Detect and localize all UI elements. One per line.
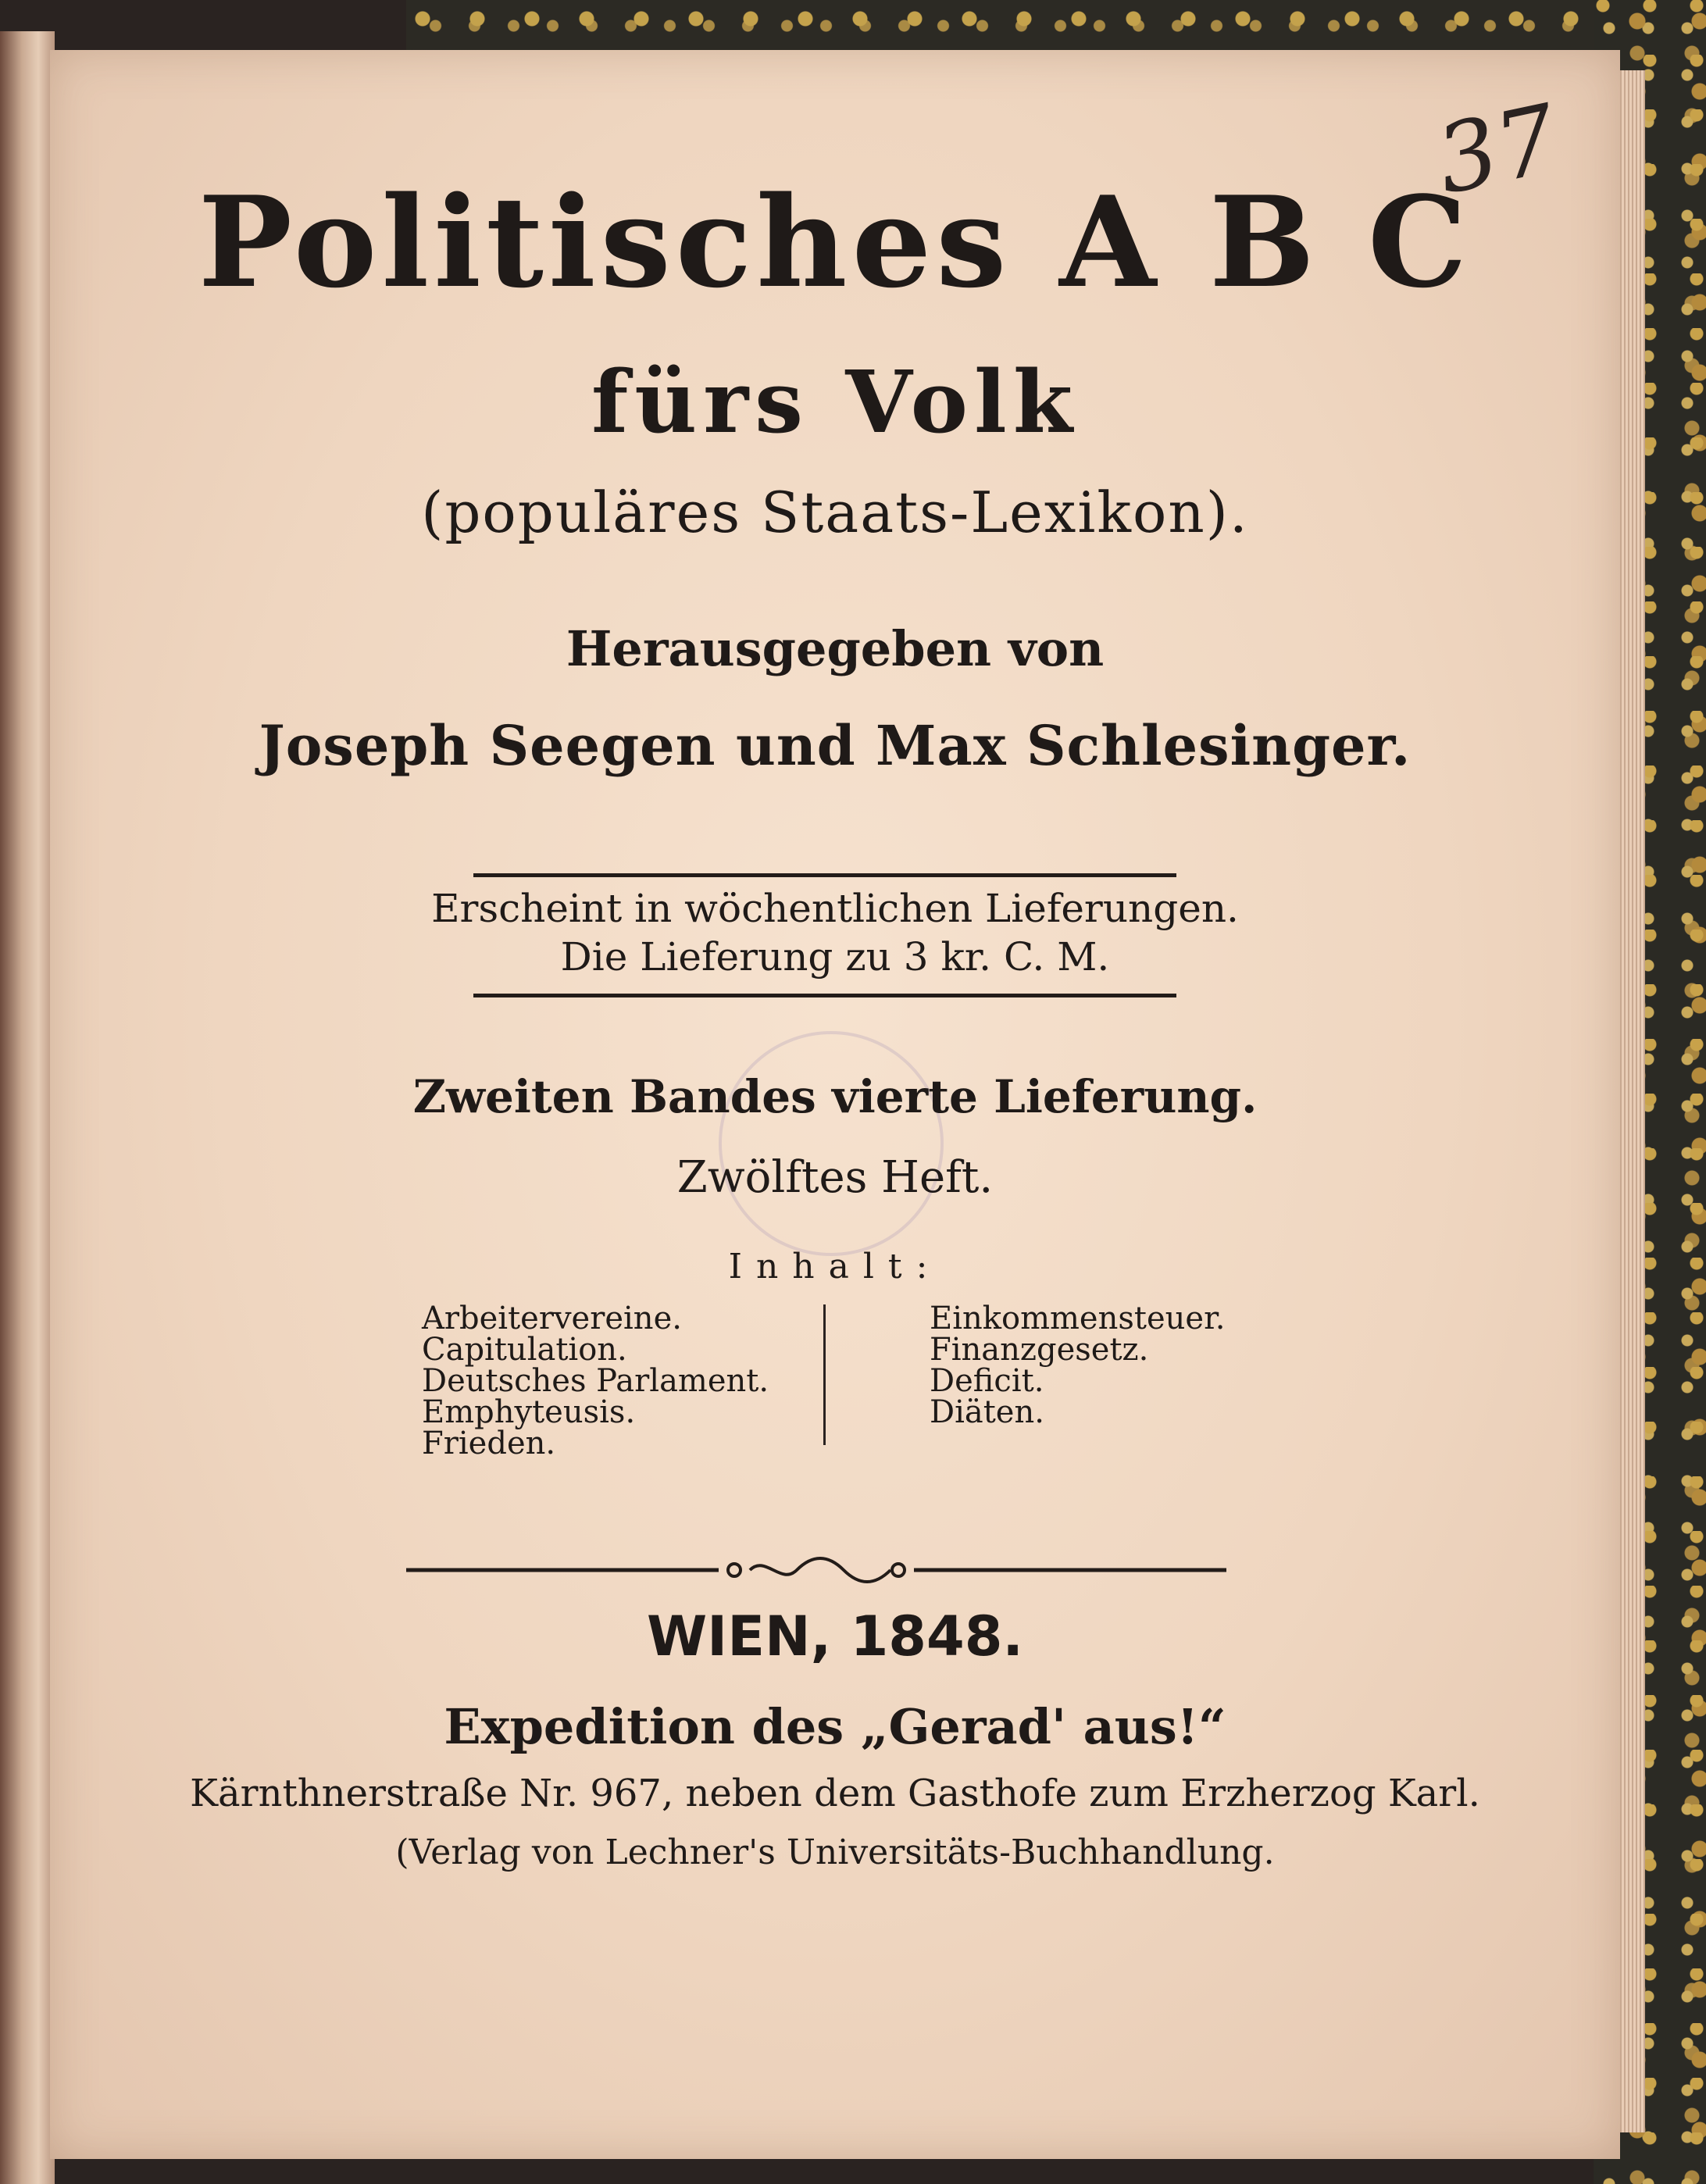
book-cover-top [406,0,1706,55]
book-subtitle-2: (populäres Staats-Lexikon). [421,480,1249,545]
issue-line-2: Zwölftes Heft. [676,1152,994,1203]
contents-list-left [422,1303,812,1459]
imprint-publisher: Expedition des „Gerad' aus!“ [444,1698,1226,1755]
list-item: Arbeitervereine. [422,1301,682,1336]
notice-line-2: Die Lieferung zu 3 kr. C. M. [560,934,1110,980]
list-item: Deutsches Parlament. [422,1363,769,1399]
issue-line-1: Zweiten Bandes vierte Lieferung. [412,1070,1258,1123]
divider-rule-top [473,873,1176,877]
editor-label: Herausgegeben von [566,620,1105,677]
list-item: Capitulation. [422,1332,627,1368]
book-title: Politisches A B C [198,169,1472,316]
list-item: Frieden. [422,1426,556,1461]
list-item: Deficit. [930,1363,1044,1399]
ornament-divider [406,1554,1226,1586]
imprint-note: (Verlag von Lechner's Universitäts-Buchhandlung. [395,1832,1275,1872]
imprint-address: Kärnthnerstraße Nr. 967, neben dem Gasthofe zum Erzherzog Karl. [190,1772,1480,1815]
contents-heading: Inhalt: [728,1247,942,1286]
book-spine-edge [0,31,55,2184]
handwritten-number: 37 [1427,84,1567,216]
list-item: Einkommensteuer. [930,1301,1226,1336]
list-item: Finanzgesetz. [930,1332,1149,1368]
divider-rule-bottom [473,994,1176,997]
contents-divider [823,1304,826,1445]
list-item: Emphyteusis. [422,1394,636,1430]
list-item: Diäten. [930,1394,1044,1430]
imprint-city-year: WIEN, 1848. [646,1604,1024,1668]
notice-line-1: Erscheint in wöchentlichen Lieferungen. [431,886,1239,931]
library-stamp [719,1031,944,1256]
book-subtitle: fürs Volk [591,352,1080,452]
editors: Joseph Seegen und Max Schlesinger. [259,713,1412,778]
contents-list-right [930,1303,1320,1428]
